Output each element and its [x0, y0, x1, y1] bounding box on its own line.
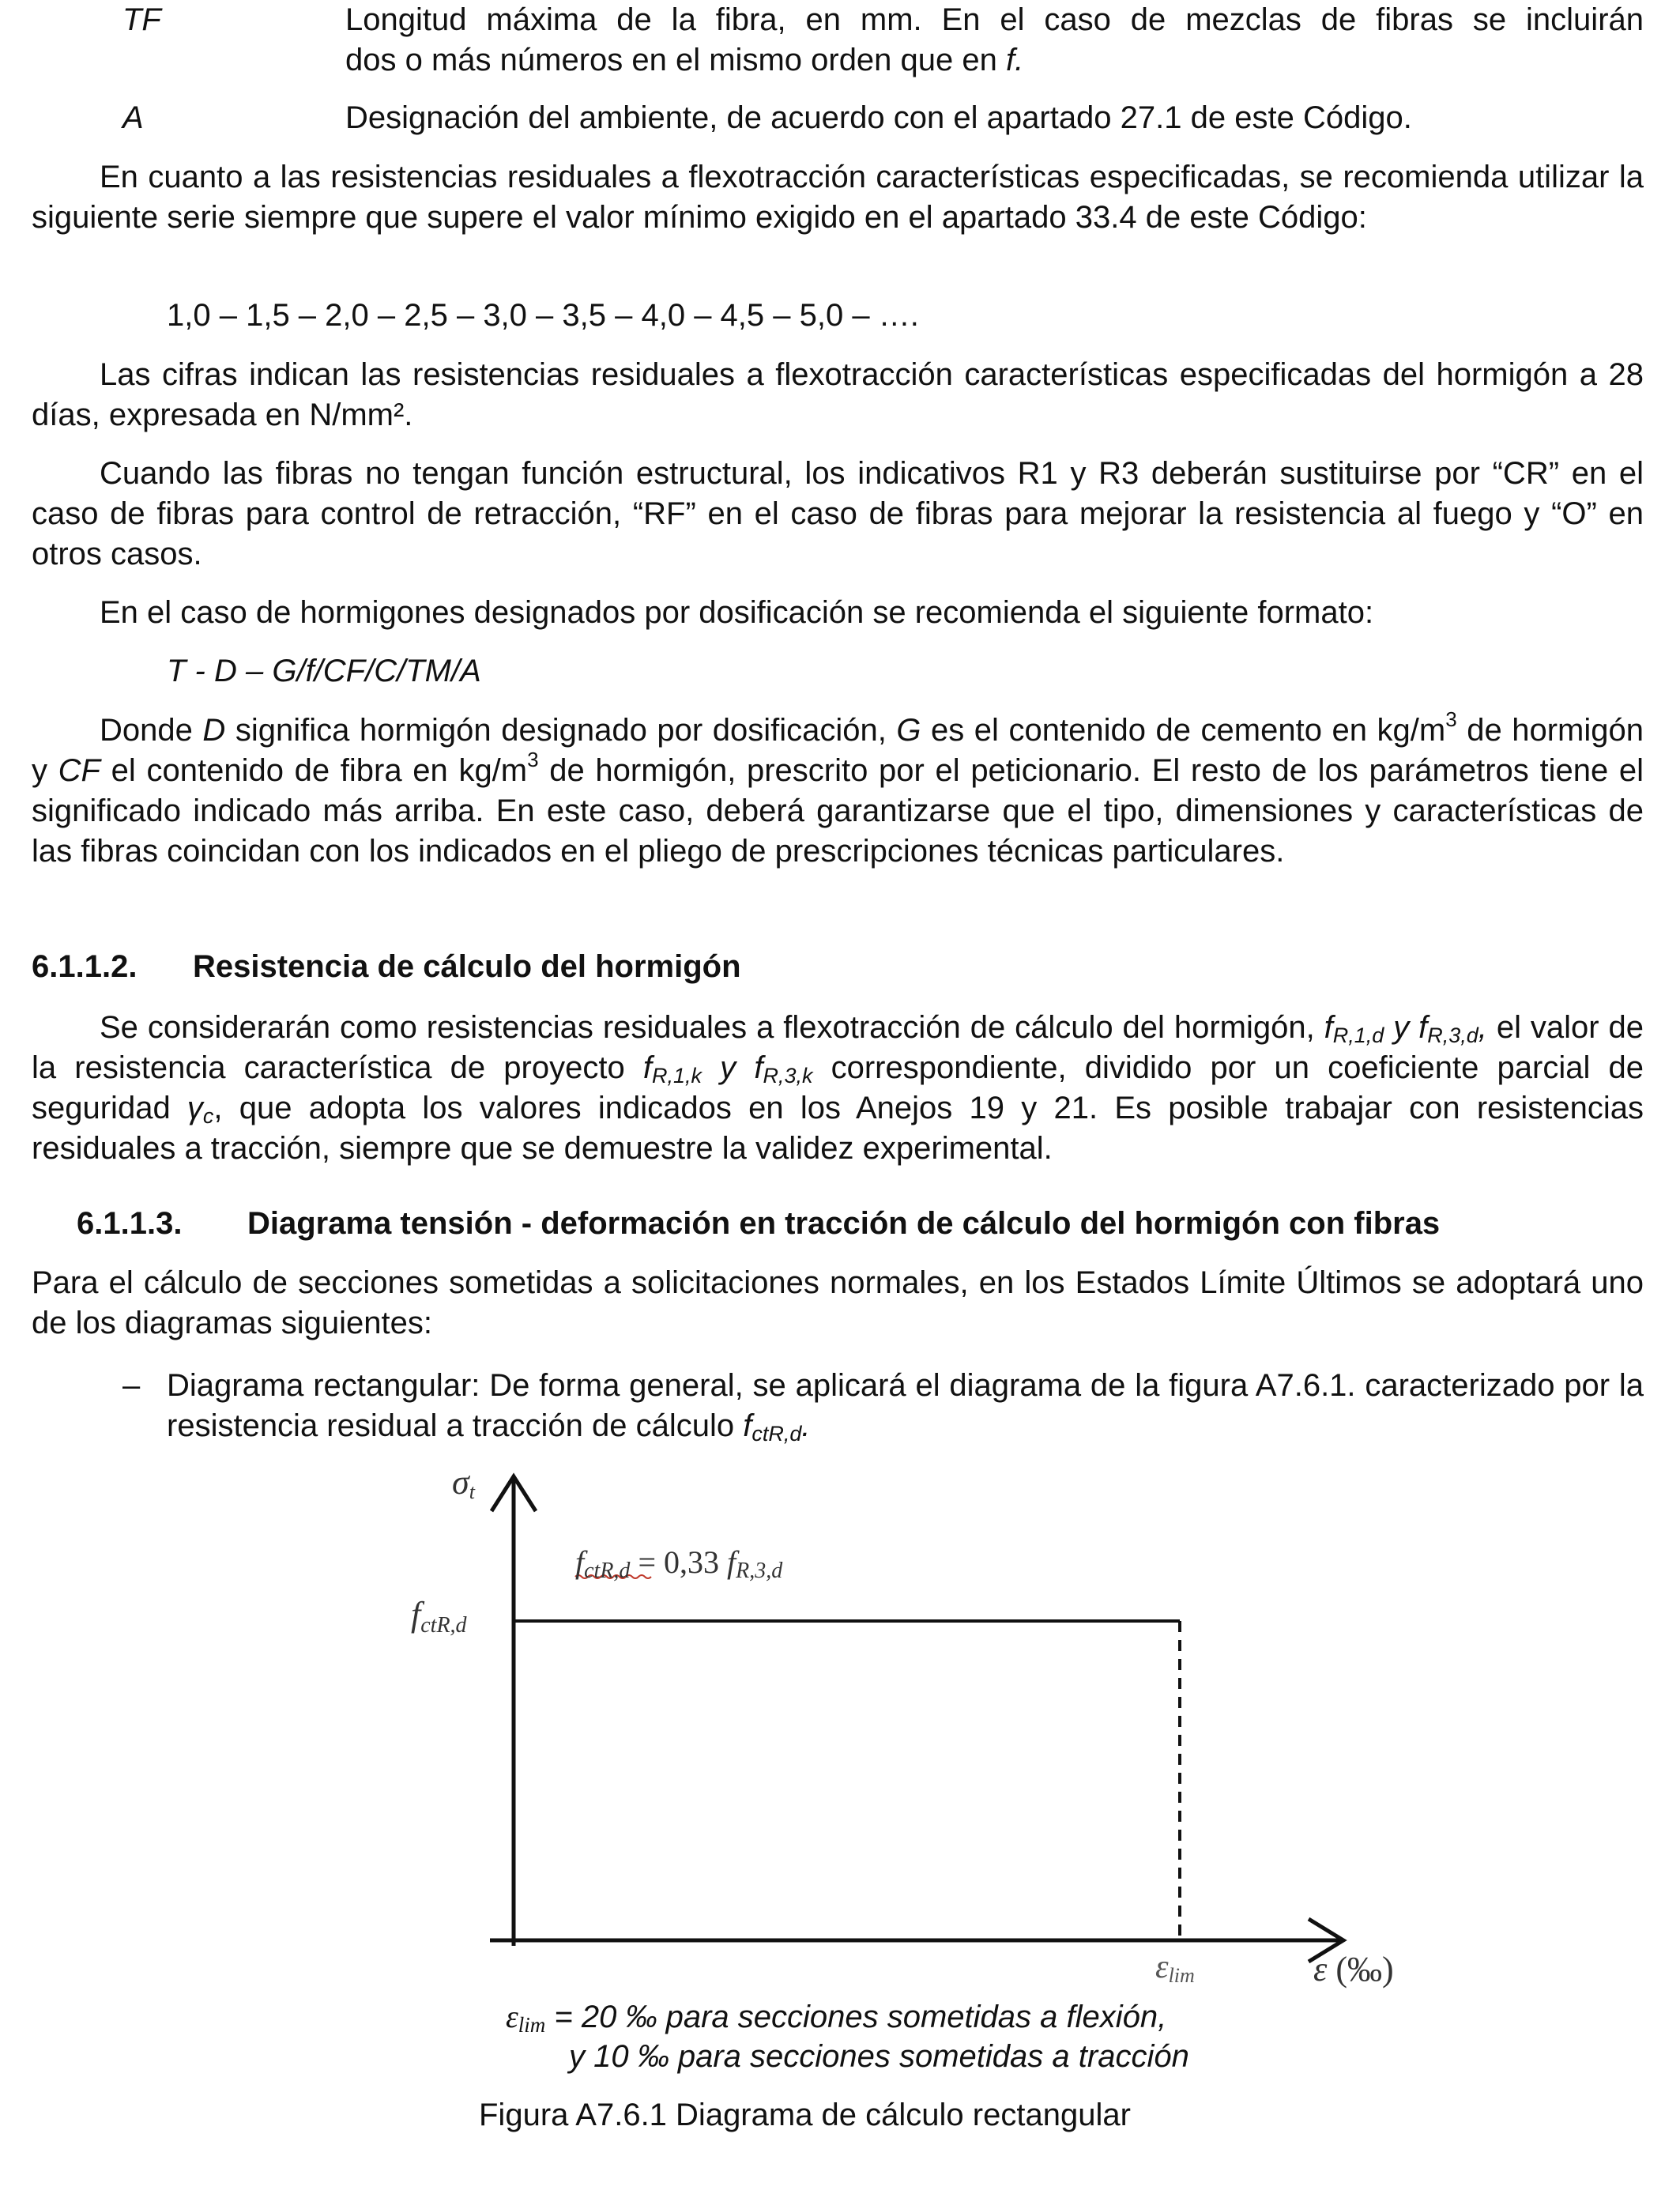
eps-sub: lim	[1168, 1964, 1195, 1987]
p6-a: Se considerarán como resistencias residuales a flexotracción de cálculo del hormigón,	[100, 1010, 1324, 1045]
definition-text-tf-1: Longitud máxima de la fibra, en mm. En el caso de mezclas de fibras se incluirán	[345, 2, 1644, 37]
bullet-f: f	[743, 1408, 752, 1443]
definition-term-a: A	[122, 100, 144, 135]
figure-caption: Figura A7.6.1 Diagrama de cálculo rectangular	[479, 2098, 1131, 2132]
p6-c1: ,	[1478, 1010, 1487, 1045]
definition-term-tf: TF	[122, 2, 161, 37]
eq-mid: = 0,33	[630, 1544, 727, 1580]
p6-gamma-sub: c	[202, 1104, 214, 1128]
p6-f2: f	[1418, 1010, 1428, 1045]
p5-k: de hormigón, prescrito por el peticionario. El resto de los parámetros tiene el significado indicado más arriba. En este caso, deberá garantizarse que el tipo, dimensiones y características de las fibras coincidan con los indicados en el pliego de prescripciones técnicas particulares.	[32, 753, 1644, 869]
p6-s3: R,1,k	[651, 1064, 702, 1088]
p6-f3: f	[642, 1050, 652, 1085]
x-axis-eps: ε	[1313, 1950, 1328, 1989]
diagram-note-line2: y 10 ‰ para secciones sometidas a tracción	[569, 2039, 1189, 2074]
eq-sub2: R,3,d	[736, 1559, 783, 1583]
paragraph-dosage-format: En el caso de hormigones designados por dosificación se recomienda el siguiente formato:	[100, 595, 1374, 630]
equation-label	[575, 1544, 783, 1583]
note-eps: ε	[506, 1999, 518, 2034]
paragraph-figures-meaning-text: Las cifras indican las resistencias residuales a flexotracción características especificadas del hormigón a 28 días, expresada en N/mm².	[32, 357, 1644, 432]
p5-c: significa hormigón designado por dosificación,	[225, 713, 897, 748]
section-number-6-1-1-2: 6.1.1.2.	[32, 949, 137, 984]
paragraph-nonstructural-text: Cuando las fibras no tengan función estructural, los indicativos R1 y R3 deberán sustituirse por “CR” en el caso de fibras para control de retracción, “RF” en el caso de fibras para mejorar la resistencia al fuego y “O” en otros casos.	[32, 456, 1644, 571]
dosage-format: T - D – G/f/CF/C/TM/A	[167, 654, 481, 688]
p6-f4: f	[754, 1050, 763, 1085]
diagram-note-line1	[506, 1996, 1166, 2038]
p5-g: G	[896, 713, 921, 748]
note-line1-text: = 20 ‰ para secciones sometidas a flexión,	[545, 2000, 1167, 2034]
p6-s4: R,3,k	[763, 1064, 813, 1088]
definition-text-a: Designación del ambiente, de acuerdo con el apartado 27.1 de este Código.	[345, 100, 1412, 135]
sigma-symbol: σ	[452, 1463, 469, 1502]
p6-f1: f	[1324, 1010, 1333, 1045]
eq-f: f	[575, 1544, 585, 1580]
p5-i: el contenido de fibra en kg/m	[100, 753, 528, 788]
eq-f2: f	[727, 1544, 736, 1580]
y-value-label	[411, 1595, 468, 1638]
p6-s2: R,3,d	[1427, 1023, 1478, 1047]
p6-y1: y	[1384, 1010, 1419, 1045]
x-axis-label	[1313, 1950, 1394, 1989]
sigma-axis-label	[452, 1463, 476, 1503]
epsilon-lim-label	[1155, 1949, 1195, 1987]
p6-s1: R,1,d	[1332, 1023, 1384, 1047]
section-title-6-1-1-3: Diagrama tensión - deformación en tracción de cálculo del hormigón con fibras	[247, 1206, 1441, 1241]
definition-text-tf-f: f.	[1006, 43, 1024, 77]
p5-g2: de hormigón y	[32, 713, 1644, 788]
p5-cf: CF	[58, 753, 100, 788]
paragraph-series-intro-text: En cuanto a las resistencias residuales a flexotracción características especificadas, se recomienda utilizar la siguiente serie siempre que supere el valor mínimo exigido en el apartado 33.4 de este Código:	[32, 160, 1644, 235]
p6-y2: y	[702, 1050, 755, 1085]
p6-c: correspondiente, dividido por un coeficiente parcial de seguridad	[32, 1050, 1644, 1125]
p7-text: Para el cálculo de secciones sometidas a solicitaciones normales, en los Estados Límite Últimos se adoptará uno de los diagramas siguientes:	[32, 1265, 1644, 1340]
x-axis-unit: (‰)	[1327, 1950, 1394, 1989]
y-value-sub: ctR,d	[420, 1613, 467, 1638]
sigma-sub: t	[469, 1480, 475, 1503]
y-value-f: f	[411, 1595, 421, 1634]
bullet-sub: ctR,d	[751, 1422, 802, 1446]
bullet-text: Diagrama rectangular: De forma general, se aplicará el diagrama de la figura A7.6.1. caracterizado por la resistencia residual a tracción de cálculo	[167, 1368, 1644, 1443]
series-values: 1,0 – 1,5 – 2,0 – 2,5 – 3,0 – 3,5 – 4,0 – 4,5 – 5,0 – ….	[167, 298, 919, 333]
definition-text-tf-2: dos o más números en el mismo orden que en	[345, 43, 1006, 77]
p5-e: es el contenido de cemento en kg/m	[921, 713, 1446, 748]
section-number-6-1-1-3: 6.1.1.3.	[77, 1206, 183, 1241]
p6-d: , que adopta los valores indicados en los Anejos 19 y 21. Es posible trabajar con resistencias residuales a tracción, siempre que se demuestre la validez experimental.	[32, 1091, 1644, 1166]
eq-sub1: ctR,d	[584, 1559, 631, 1583]
bullet-end: .	[801, 1408, 811, 1443]
p6-b: el valor de la resistencia característica de proyecto	[32, 1010, 1644, 1085]
section-title-6-1-1-2: Resistencia de cálculo del hormigón	[193, 949, 741, 984]
p5-sup1: 3	[1445, 707, 1457, 731]
bullet-dash: –	[122, 1368, 141, 1403]
note-eps-sub: lim	[518, 2013, 546, 2037]
eps-symbol: ε	[1155, 1949, 1169, 1985]
p5-d: D	[202, 713, 226, 748]
p6-gamma: γ	[186, 1091, 203, 1125]
p5-a: Donde	[100, 713, 203, 748]
p5-sup2: 3	[527, 748, 539, 771]
